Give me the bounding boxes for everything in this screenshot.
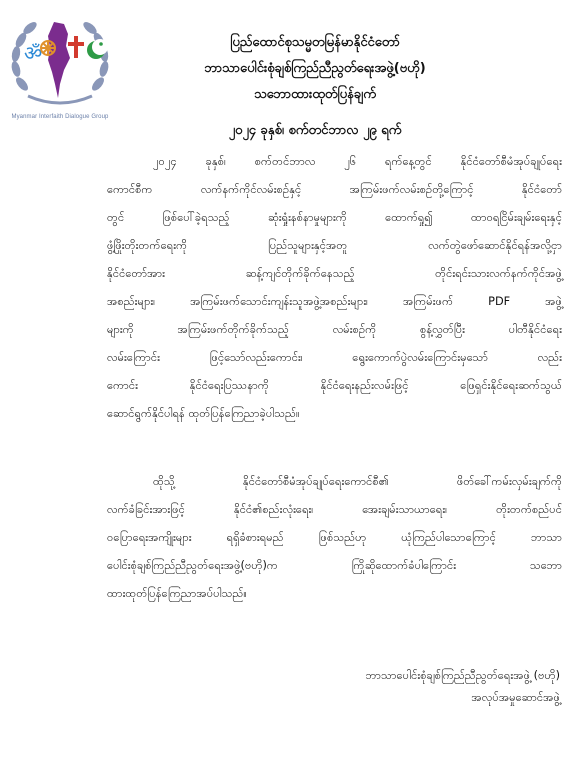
paragraph-2	[107, 468, 562, 608]
paragraph-line: အစည်းများ၊ အကြမ်းဖက်သောင်းကျန်းသူအဖွဲ့အစည်းများ၊ အကြမ်းဖက် PDF အဖွဲ့	[107, 295, 562, 308]
paragraph-line: ပေါင်းစုံချစ်ကြည်ညီညွတ်ရေးအဖွဲ့(ဗဟို)က ကြိုဆိုထောက်ခံပါကြောင်း သဘော	[107, 559, 562, 572]
paragraph-line: လက်ခံခြင်းအားဖြင့် နိုင်ငံ၏စည်းလုံးရေး၊ အေးချမ်းသာယာရေး၊ တိုးတက်စည်ပင်	[107, 503, 562, 516]
myanmar-map-icon	[48, 22, 70, 98]
paragraph-line: ဝပြောရေးအကျိုးများ ရရှိခံစားရမည် ဖြစ်သည်ဟု ယုံကြည်ပါသောကြောင့် ဘာသာ	[107, 531, 562, 544]
paragraph-line: ကောင်း နိုင်ငံရေးပြဿနာကို နိုင်ငံရေးနည်းလမ်းဖြင့် ဖြေရှင်းနိုင်ရေးဆက်သွယ်	[107, 379, 562, 392]
logo-caption: Myanmar Interfaith Dialogue Group	[11, 114, 109, 120]
paragraph-line: လမ်းကြောင်း ဖြင့်သော်လည်းကောင်း၊ ရွေးကောက်ပွဲလမ်းကြောင်းမှသော် လည်း	[107, 351, 562, 364]
paragraph-line: ထားထုတ်ပြန်ကြေညာအပ်ပါသည်။	[107, 587, 247, 600]
paragraph-1	[107, 148, 562, 428]
paragraph-line: ဖွံ့ဖြိုးတိုးတက်ရေးကို ပြည်သူများနှင့်အတူ လက်တွဲဖော်ဆောင်နိုင်ရန်အလို့ငှာ	[107, 239, 562, 252]
om-symbol-icon: ॐ	[24, 41, 43, 65]
header-organization: ဘာသာပေါင်းစုံချစ်ကြည်ညီညွတ်ရေးအဖွဲ့(ဗဟို)	[204, 61, 426, 76]
paragraph-line: တွင် ဖြစ်ပေါ်ခဲ့ရသည့် ဆုံးရှုံးနစ်နာမှုများကို ထောက်ရှု၍ ထာဝရငြိမ်းချမ်းရေးနှင့်	[107, 211, 562, 224]
dharma-wheel-icon	[41, 41, 55, 55]
paragraph-line: ထိုသို့ နိုင်ငံတော်စီမံအုပ်ချုပ်ရေးကောင်စီ၏ ဖိတ်ခေါ်ကမ်းလှမ်းချက်ကို	[153, 475, 562, 488]
logo-emblem	[8, 14, 112, 114]
signature-block	[365, 665, 560, 709]
paragraph-line: ၂၀၂၄ ခုနှစ်၊ စက်တင်ဘာလ ၂၆ ရက်နေ့တွင် နိုင်ငံတော်စီမံအုပ်ချုပ်ရေး	[153, 155, 562, 168]
signature-organization: ဘာသာပေါင်းစုံချစ်ကြည်ညီညွတ်ရေးအဖွဲ့ (ဗဟို)	[365, 669, 560, 682]
header-country: ပြည်ထောင်စုသမ္မတမြန်မာနိုင်ငံတော်	[230, 35, 400, 50]
header-statement-title: သဘောထားထုတ်ပြန်ချက်	[254, 87, 376, 102]
paragraph-line: များကို အကြမ်းဖက်တိုက်ခိုက်သည့် လမ်းစဉ်ကို စွန့်လွှတ်ပြီး ပါတီနိုင်ငံရေး	[107, 323, 562, 336]
paragraph-line: ဆောင်ရွက်နိုင်ပါရန် ထုတ်ပြန်ကြေညာခဲ့ပါသည်။	[107, 407, 300, 420]
signature-committee: အလုပ်အမှုဆောင်အဖွဲ့	[471, 691, 560, 704]
paragraph-line: နိုင်ငံတော်အား ဆန့်ကျင်တိုက်ခိုက်နေသည့် တိုင်းရင်းသားလက်နက်ကိုင်အဖွဲ့	[107, 267, 562, 280]
paragraph-line: ကောင်စီက လက်နက်ကိုင်လမ်းစဉ်နှင့် အကြမ်းဖက်လမ်းစဉ်တို့ကြောင့် နိုင်ငံတော်	[107, 183, 562, 196]
statement-date: ၂၀၂၄ ခုနှစ်၊ စက်တင်ဘာလ ၂၉ ရက်	[228, 123, 402, 138]
christian-cross-icon	[68, 36, 84, 58]
organization-logo	[8, 14, 112, 126]
document-header	[150, 30, 480, 108]
